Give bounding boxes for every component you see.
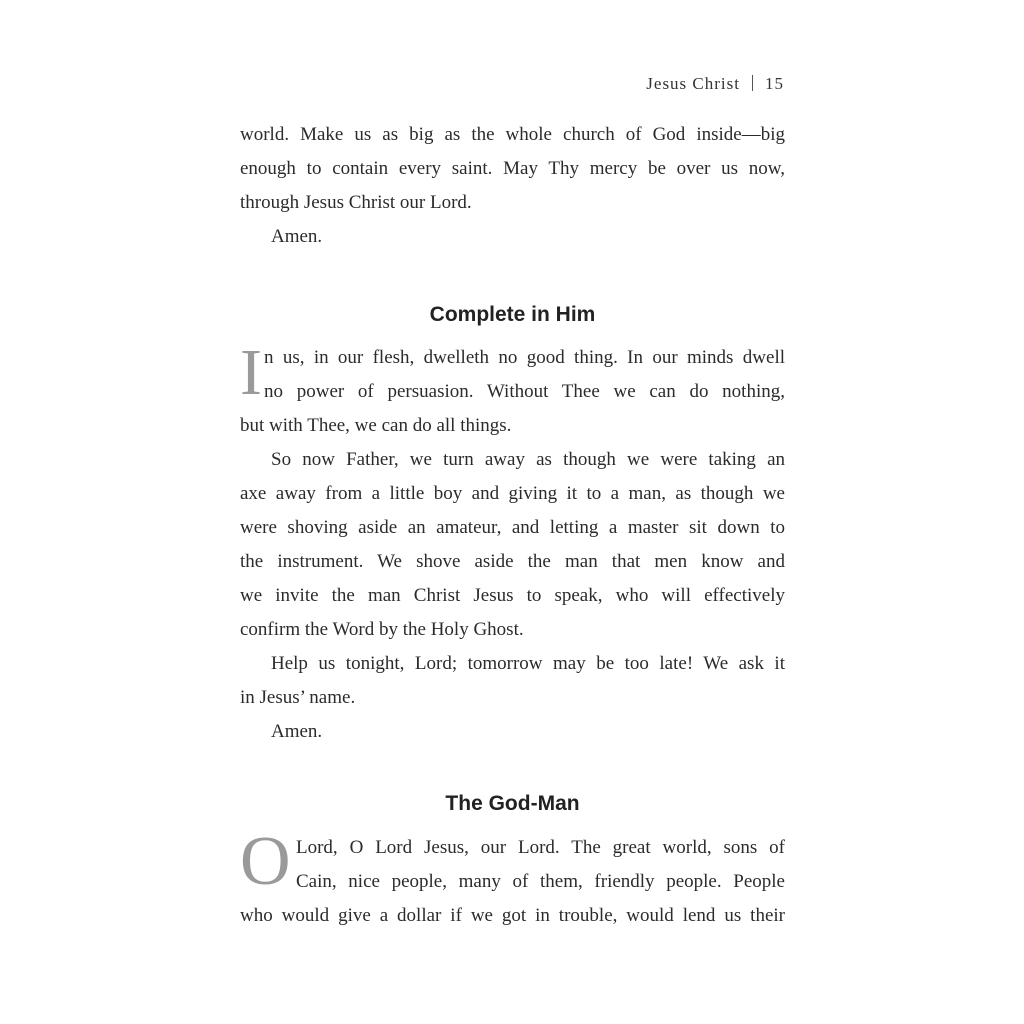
section-heading-the-god-man: The God-Man (445, 792, 580, 815)
text-line: Help us tonight, Lord; tomorrow may be too late! We ask it (271, 653, 785, 674)
text-line: were shoving aside an amateur, and letting a master sit down to (240, 517, 785, 538)
text-line: through Jesus Christ our Lord. (240, 192, 472, 213)
text-line: enough to contain every saint. May Thy mercy be over us now, (240, 158, 785, 179)
text-line: Cain, nice people, many of them, friendly people. People (296, 871, 785, 892)
text-line: n us, in our flesh, dwelleth no good thing. In our minds dwell (264, 347, 785, 368)
running-head-separator (752, 75, 753, 91)
running-head-title: Jesus Christ (646, 74, 740, 93)
prayer-complete-in-him (240, 336, 785, 749)
text-line: in Jesus’ name. (240, 687, 356, 708)
text-line: no power of persuasion. Without Thee we can do nothing, (264, 381, 785, 402)
drop-cap: O (240, 823, 291, 900)
text-line: world. Make us as big as the whole church of God inside—big (240, 124, 785, 145)
text-line: Lord, O Lord Jesus, our Lord. The great world, sons of (296, 837, 785, 858)
text-line: So now Father, we turn away as though we were taking an (271, 449, 785, 470)
continuation-paragraph (240, 118, 785, 254)
page-number: 15 (765, 74, 784, 93)
running-head (646, 74, 784, 94)
text-line: who would give a dollar if we got in trouble, would lend us their (240, 905, 785, 926)
text-line: axe away from a little boy and giving it to a man, as though we (240, 483, 785, 504)
prayer-the-god-man (240, 823, 785, 933)
drop-cap: I (240, 336, 262, 409)
section-heading-complete-in-him: Complete in Him (429, 303, 596, 326)
text-line: but with Thee, we can do all things. (240, 415, 512, 436)
amen-line: Amen. (271, 721, 323, 742)
amen-line: Amen. (271, 226, 323, 247)
text-line: confirm the Word by the Holy Ghost. (240, 619, 524, 640)
text-line: the instrument. We shove aside the man that men know and (240, 551, 785, 572)
text-line: we invite the man Christ Jesus to speak, who will effectively (240, 585, 785, 606)
